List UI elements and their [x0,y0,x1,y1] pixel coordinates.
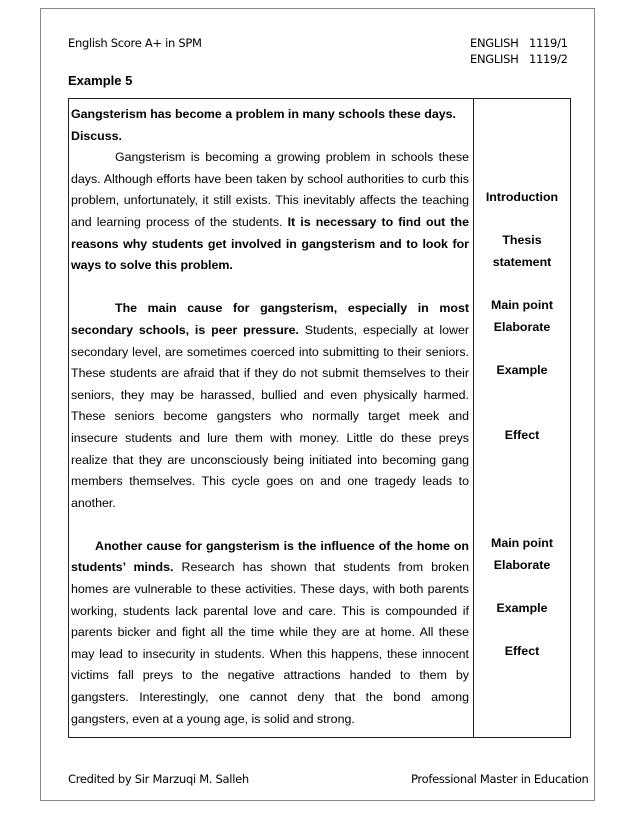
label-effect: Effect [504,428,540,442]
elaboration-text: Research has shown that students from broken homes are vulnerable to these activities. These days, with both parents working, students lack parental love and care. This is compounded if parents bicker and fight all the time while they are at home. All these may lead to insecurity in students. When this happens, these innocent victims fall preys to the negative attractions handed to them by gangsters. Interestingly, one cannot deny that the bond among gangsters, even at a young age, is solid and strong. [71,560,469,726]
label-effect: Effect [504,644,540,658]
label-elaborate: Elaborate [493,320,551,334]
thesis-text: It is necessary to find out the reasons why students get involved in gangsterism and to look for ways to solve this problem. [71,214,469,273]
footer-credit: Credited by Sir Marzuqi M. Salleh [68,772,249,786]
paragraph-gap [71,514,469,536]
body-paragraph-1 [71,298,469,514]
label-thesis: Thesis [502,233,542,247]
label-main-point: Main point [491,298,553,312]
main-point-text: The main cause for gangsterism, especially in most secondary schools, is peer pressure. [71,301,469,337]
header-code: 1119/1 [529,36,568,50]
elaboration-text: Students, especially at lower secondary level, are sometimes coerced into submitting to their seniors. These students are afraid that if they do not submit themselves to their seniors, they may be harassed, bullied and even physically harmed. These seniors become gangsters who normally target meek and insecure students and lure them with money. Little do these preys realize that they are unconsciously being initiated into becoming gang members themselves. This cycle goes on and one tragedy leads to another. [71,322,469,510]
label-statement: statement [492,255,552,269]
header-right [470,36,568,67]
label-introduction: Introduction [485,190,559,204]
footer-affiliation: Professional Master in Education [411,772,589,786]
header-left: English Score A+ in SPM [68,36,202,50]
label-example: Example [496,363,548,377]
label-main-point: Main point [491,536,553,550]
example-title: Example 5 [68,73,133,88]
introduction-paragraph [71,147,469,277]
intro-text: Gangsterism is becoming a growing problem in schools these days. Although efforts have been taken by school authorities to curb this problem, unfortunately, it still exists. This inevitably affects the teaching and learning process of the students. [71,150,469,229]
header-code: 1119/2 [529,51,568,66]
header-code-row [470,52,568,68]
essay-body [71,104,469,730]
body-paragraph-2 [71,536,469,730]
main-point-text: Another cause for gangsterism is the influence of the home on students’ minds. [71,538,469,575]
question-line: Gangsterism has become a problem in many schools these days. [71,107,456,121]
question-line: Discuss. [71,128,122,143]
header-subject: ENGLISH [470,51,519,66]
header-code-row [470,36,568,52]
paragraph-gap [71,277,469,299]
header-subject: ENGLISH [470,36,519,50]
essay-question [71,104,469,147]
label-example: Example [496,601,548,615]
label-elaborate: Elaborate [493,558,551,572]
